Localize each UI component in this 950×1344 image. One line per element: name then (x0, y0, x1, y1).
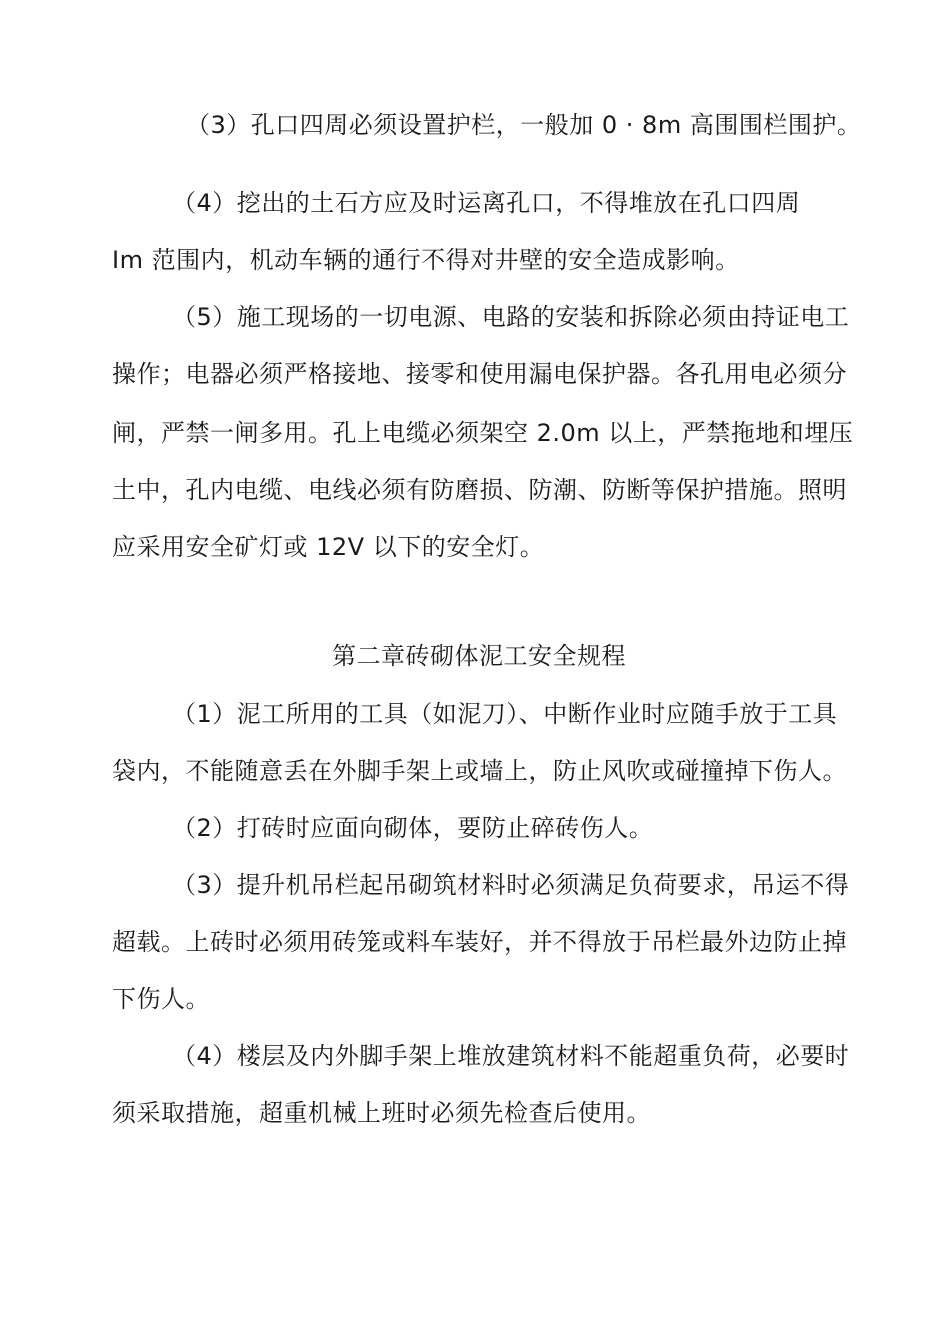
paragraph-item-3: （3）孔口四周必须设置护栏，一般加 0 · 8m 高围围栏围护。 (186, 111, 862, 139)
paragraph-item-4-line-2: Im 范围内，机动车辆的通行不得对井壁的安全造成影响。 (112, 246, 740, 274)
chapter-item-1-line-2: 袋内，不能随意丢在外脚手架上或墙上，防止风吹或碰撞掉下伤人。 (112, 757, 847, 785)
chapter-item-4-line-1: （4）楼层及内外脚手架上堆放建筑材料不能超重负荷，必要时 (172, 1042, 850, 1070)
paragraph-item-5-line-2: 操作；电器必须严格接地、接零和使用漏电保护器。各孔用电必须分 (112, 360, 847, 388)
paragraph-item-4-line-1: （4）挖出的土石方应及时运离孔口，不得堆放在孔口四周 (172, 189, 801, 217)
paragraph-item-5-line-4: 土中，孔内电缆、电线必须有防磨损、防潮、防断等保护措施。照明 (112, 476, 847, 504)
chapter-item-3-line-1: （3）提升机吊栏起吊砌筑材料时必须满足负荷要求，吊运不得 (172, 871, 850, 899)
chapter-title: 第二章砖砌体泥工安全规程 (332, 642, 626, 670)
chapter-item-1-line-1: （1）泥工所用的工具（如泥刀）、中断作业时应随手放于工具 (172, 700, 838, 728)
chapter-item-3-line-3: 下伤人。 (112, 985, 210, 1013)
chapter-item-2: （2）打砖时应面向砌体，要防止碎砖伤人。 (172, 814, 654, 842)
paragraph-item-5-line-5: 应采用安全矿灯或 12V 以下的安全灯。 (112, 533, 545, 561)
chapter-item-3-line-2: 超载。上砖时必须用砖笼或料车装好，并不得放于吊栏最外边防止掉 (112, 928, 847, 956)
paragraph-item-5-line-3: 闸，严禁一闸多用。孔上电缆必须架空 2.0m 以上，严禁拖地和埋压 (112, 419, 854, 447)
chapter-item-4-line-2: 须采取措施，超重机械上班时必须先检查后使用。 (112, 1099, 651, 1127)
paragraph-item-5-line-1: （5）施工现场的一切电源、电路的安装和拆除必须由持证电工 (172, 303, 850, 331)
